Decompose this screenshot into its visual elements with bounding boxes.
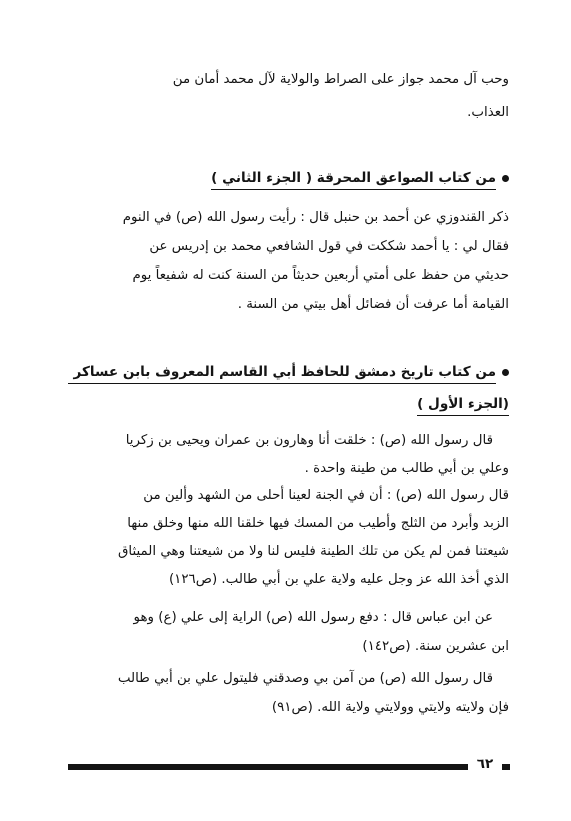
section-2-heading-text: من كتاب تاريخ دمشق للحافظ أبي القاسم المعروف بابن عساكر [68,364,496,384]
section-1-line-1: ذكر القندوزي عن أحمد بن حنبل قال : رأيت رسول الله (ص) في النوم [122,210,509,225]
section-1-paragraph [64,203,509,319]
hadith-3-line-1: عن ابن عباس قال : دفع رسول الله (ص) الراية إلى علي (ع) وهو [133,610,493,625]
section-1-heading-text: من كتاب الصواعق المحرقة ( الجزء الثاني ) [211,170,496,190]
bullet-icon [502,175,509,182]
hadith-paragraph-1 [64,426,509,482]
section-1-line-3: حديثي من حفظ على أمتي أربعين حديثاً من السنة كنت له شفيعاً يوم [132,268,509,283]
page-number: ٦٢ [476,756,494,772]
footer-rule-long [68,764,468,770]
hadith-2-line-4: الذي أخذ الله عز وجل عليه ولاية علي بن أبي طالب. (ص١٢٦) [168,572,509,587]
bullet-icon [502,369,509,376]
intro-line-2: العذاب. [467,105,509,120]
hadith-paragraph-4 [64,664,509,722]
hadith-4-line-1: قال رسول الله (ص) من آمن بي وصدقني فليتول علي بن أبي طالب [117,671,493,686]
section-2-heading [68,364,509,384]
section-2-heading-part [417,396,509,412]
hadith-paragraph-3 [64,603,509,661]
intro-paragraph [64,66,509,126]
hadith-1-line-2: وعلي بن أبي طالب من طينة واحدة . [304,461,509,476]
hadith-paragraph-2 [64,482,509,594]
section-1-heading [211,170,509,186]
hadith-2-line-2: الزبد وأبرد من الثلج وأطيب من المسك فيها خلقنا الله منها وخلق منها [127,516,509,531]
intro-line-1: وحب آل محمد جواز على الصراط والولاية لآل محمد أمان من [172,72,509,87]
section-1-line-4: القيامة أما عرفت أن فضائل أهل بيتي من السنة . [237,297,509,312]
hadith-4-line-2: فإن ولايته ولايتي وولايتي ولاية الله. (ص٩١) [271,700,509,715]
hadith-2-line-3: شيعتنا فمن لم يكن من تلك الطينة فليس لنا ولا من شيعتنا وهي الميثاق [118,544,509,559]
footer-rule-short [502,764,510,770]
hadith-1-line-1: قال رسول الله (ص) : خلقت أنا وهارون بن عمران ويحيى بن زكريا [125,433,493,448]
hadith-3-line-2: ابن عشرين سنة. (ص١٤٢) [362,639,509,654]
hadith-2-line-1: قال رسول الله (ص) : أن في الجنة لعينا أحلى من الشهد وألين من [143,488,509,503]
section-2-heading-part-text: (الجزء الأول ) [417,396,509,416]
section-1-line-2: فقال لي : يا أحمد شككت في قول الشافعي محمد بن إدريس عن [149,239,509,254]
